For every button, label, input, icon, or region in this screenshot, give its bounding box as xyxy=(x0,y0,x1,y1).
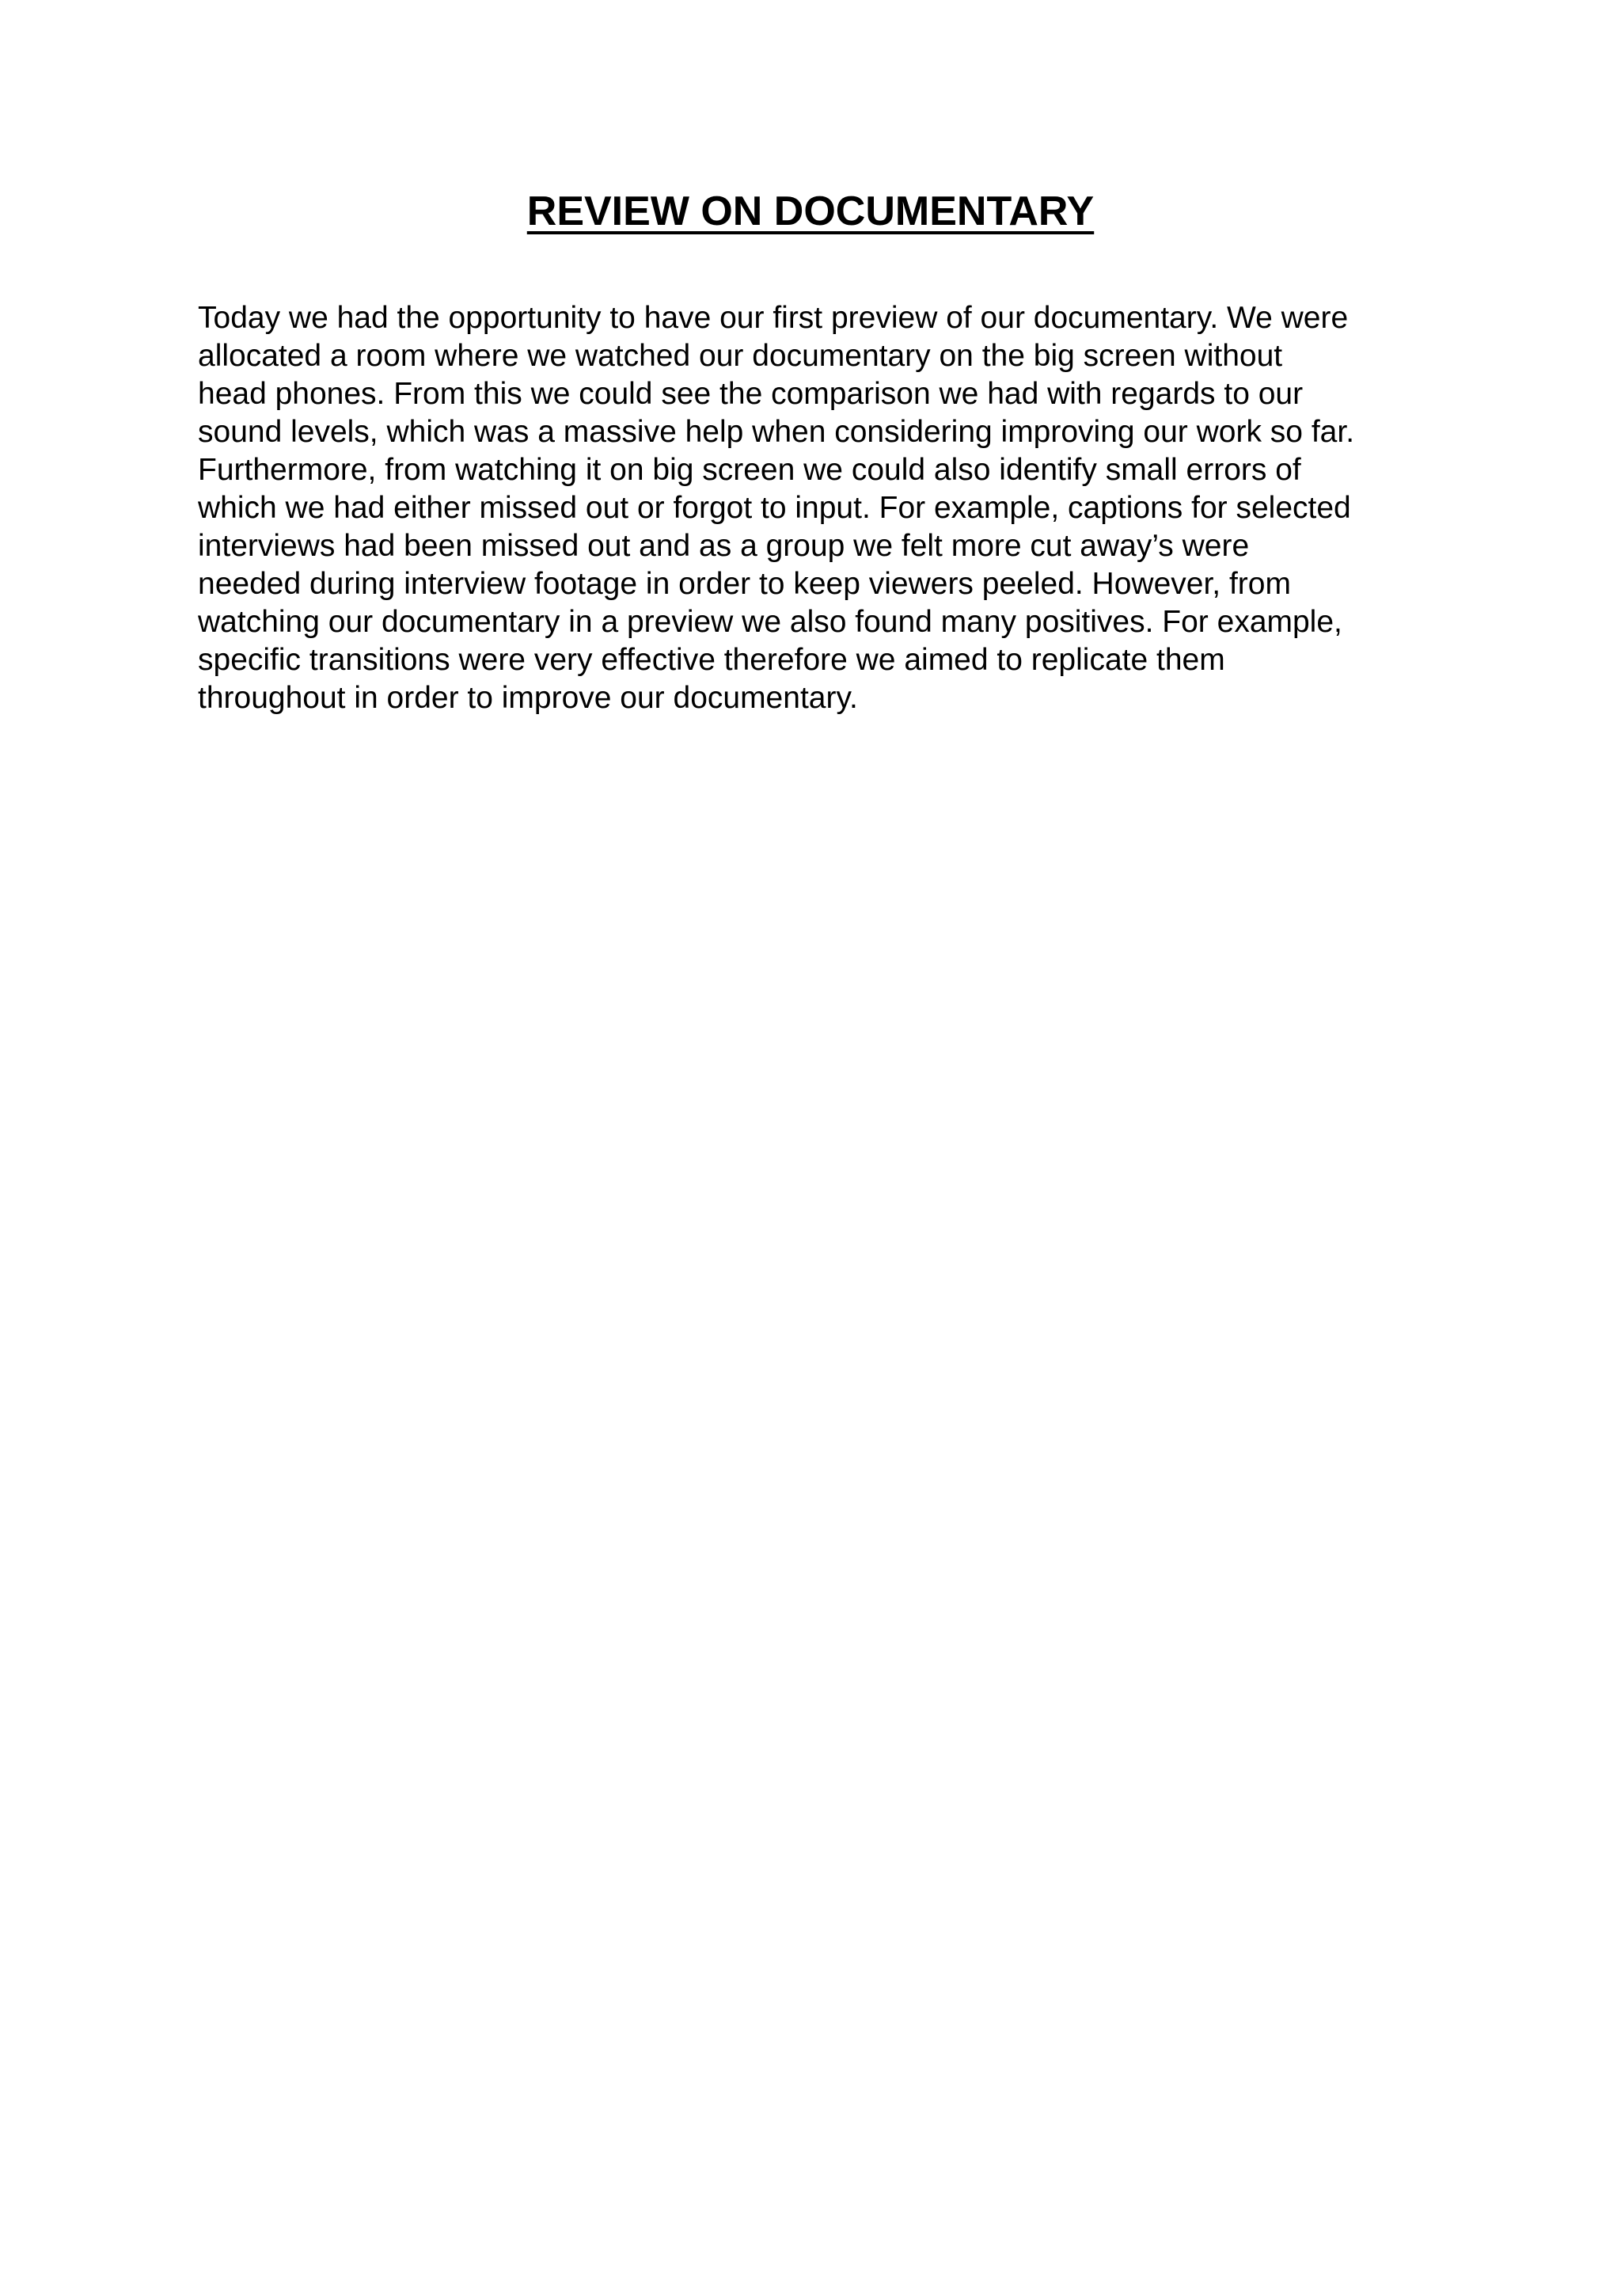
body-line: which we had either missed out or forgot to input. For example, captions for selected xyxy=(198,491,1351,525)
body-line: throughout in order to improve our documentary. xyxy=(198,681,858,715)
body-line: interviews had been missed out and as a group we felt more cut away’s were xyxy=(198,529,1250,563)
body-line: sound levels, which was a massive help when considering improving our work so far. xyxy=(198,415,1355,449)
body-line: watching our documentary in a preview we also found many positives. For example, xyxy=(198,605,1342,639)
body-line: needed during interview footage in order to keep viewers peeled. However, from xyxy=(198,567,1291,601)
document-title: REVIEW ON DOCUMENTARY xyxy=(526,188,1095,234)
body-line: Furthermore, from watching it on big screen we could also identify small errors of xyxy=(198,453,1301,487)
document-body xyxy=(198,299,1441,717)
body-line: allocated a room where we watched our documentary on the big screen without xyxy=(198,339,1283,373)
body-line: specific transitions were very effective therefore we aimed to replicate them xyxy=(198,643,1225,677)
body-line: Today we had the opportunity to have our first preview of our documentary. We were xyxy=(198,301,1349,335)
body-line: head phones. From this we could see the comparison we had with regards to our xyxy=(198,377,1304,411)
